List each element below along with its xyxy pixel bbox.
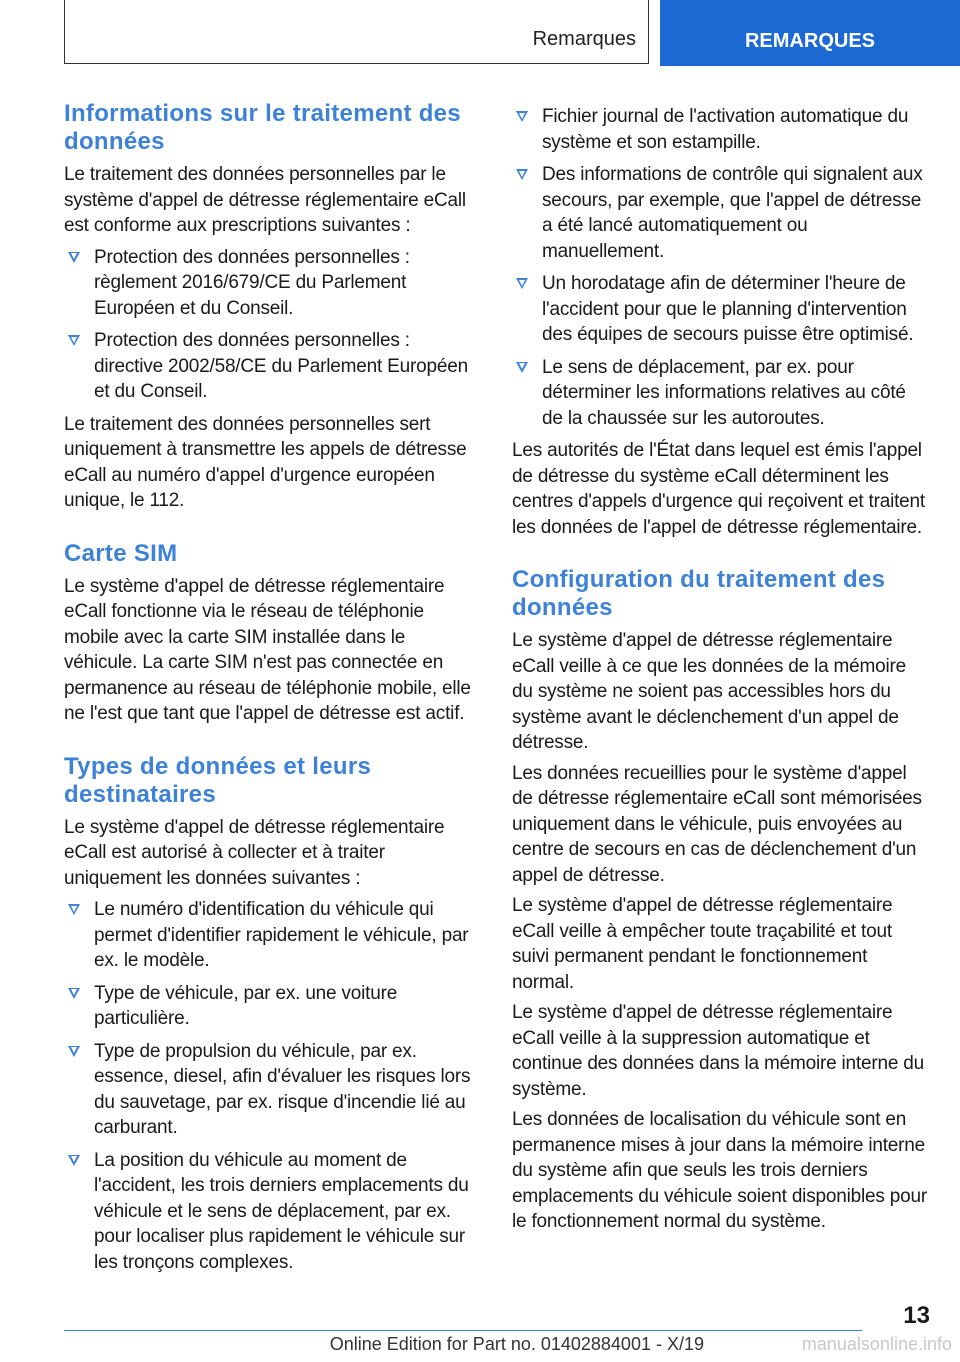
list-item: Protection des données personnelles : règlement 2016/679/CE du Parlement Européen et du Conseil. [64,245,482,322]
triangle-bullet-icon [68,988,80,999]
watermark: manualsonline.info [801,1334,952,1354]
triangle-bullet-icon [68,1155,80,1166]
heading-sim-card: Carte SIM [64,539,178,567]
list-item: Type de propulsion du véhicule, par ex. essence, diesel, afin d'évaluer les risques lors du sauvetage, par ex. risque d'incendie lié au carburant. [64,1039,482,1141]
triangle-bullet-icon [516,362,528,373]
list-item: Des informations de contrôle qui signalent aux secours, par exemple, que l'appel de détresse a été lancé automatiquement ou manuellement. [512,162,930,264]
list-item: Le sens de déplacement, par ex. pour déterminer les informations relatives au côté de la chaussée sur les autoroutes. [512,355,930,432]
paragraph: Le système d'appel de détresse réglementaire eCall veille à la suppression automatique et continue des données dans la mémoire interne du système. [512,1002,925,1100]
heading-data-processing: Informations sur le traitement des données [64,100,461,155]
paragraph: Le système d'appel de détresse réglementaire eCall fonctionne via le réseau de téléphonie mobile avec la carte SIM installée dans le véhicule. La carte SIM n'est pas connectée en permanence au réseau de téléphonie mobile, elle ne l'est que tant que l'appel de détresse est actif. [64,575,471,724]
footer-edition: Online Edition for Part no. 01402884001 - X/19 [329,1334,704,1354]
regulation-list [64,245,482,405]
left-column [64,100,482,1282]
footer-divider [64,1330,862,1331]
data-types-list-continued [512,104,930,431]
triangle-bullet-icon [516,278,528,289]
paragraph: Les données recueillies pour le système d'appel de détresse réglementaire eCall sont mémorisées uniquement dans le véhicule, puis envoyées au centre de secours en cas de déclenchement d'un appel de détresse. [512,762,922,886]
list-item: Le numéro d'identification du véhicule qui permet d'identifier rapidement le véhicule, par ex. le modèle. [64,897,482,974]
triangle-bullet-icon [68,335,80,346]
page-number: 13 [903,1302,930,1329]
paragraph: Le traitement des données personnelles sert uniquement à transmettre les appels de détresse eCall au numéro d'appel d'urgence européen unique, le 112. [64,413,467,511]
triangle-bullet-icon [68,1046,80,1057]
heading-data-types: Types de données et leurs destinataires [64,752,372,808]
header-chapter-tab: REMARQUES [660,0,960,66]
data-types-list [64,897,482,1275]
paragraph: Les données de localisation du véhicule sont en permanence mises à jour dans la mémoire interne du système afin que seuls les trois derniers emplacements du véhicule soient disponibles pour le fonctionnement normal du système. [512,1109,927,1232]
header-section-box [64,0,649,64]
paragraph: Le système d'appel de détresse réglementaire eCall veille à empêcher toute traçabilité et tout suivi permanent pendant le fonctionnement normal. [512,895,893,993]
list-item: Un horodatage afin de déterminer l'heure de l'accident pour que le planning d'intervention des équipes de secours puisse être optimisé. [512,271,930,348]
right-column [512,100,930,1240]
triangle-bullet-icon [516,169,528,180]
paragraph: Le système d'appel de détresse réglementaire eCall veille à ce que les données de la mémoire du système ne soient pas accessibles hors du système avant le déclenchement d'un appel de détresse. [512,630,907,753]
paragraph: Le traitement des données personnelles par le système d'appel de détresse réglementaire eCall est conforme aux prescriptions suivantes : [64,164,466,236]
list-item: Type de véhicule, par ex. une voiture particulière. [64,981,482,1032]
paragraph: Les autorités de l'État dans lequel est émis l'appel de détresse du système eCall déterminent les centres d'appels d'urgence qui reçoivent et traitent les données de l'appel de détresse réglementaire. [512,440,925,538]
heading-processing-configuration: Configuration du traitement des données [512,566,886,621]
triangle-bullet-icon [68,252,80,263]
triangle-bullet-icon [68,904,80,915]
list-item: Fichier journal de l'activation automatique du système et son estampille. [512,104,930,155]
list-item: Protection des données personnelles : directive 2002/58/CE du Parlement Européen et du Conseil. [64,328,482,405]
paragraph: Le système d'appel de détresse réglementaire eCall est autorisé à collecter et à traiter uniquement les données suivantes : [64,816,445,889]
header-section-title: Remarques [532,28,636,50]
triangle-bullet-icon [516,111,528,122]
list-item: La position du véhicule au moment de l'accident, les trois derniers emplacements du véhicule et le sens de déplacement, par ex. pour localiser plus rapidement le véhicule sur les tronçons complexes. [64,1148,482,1276]
